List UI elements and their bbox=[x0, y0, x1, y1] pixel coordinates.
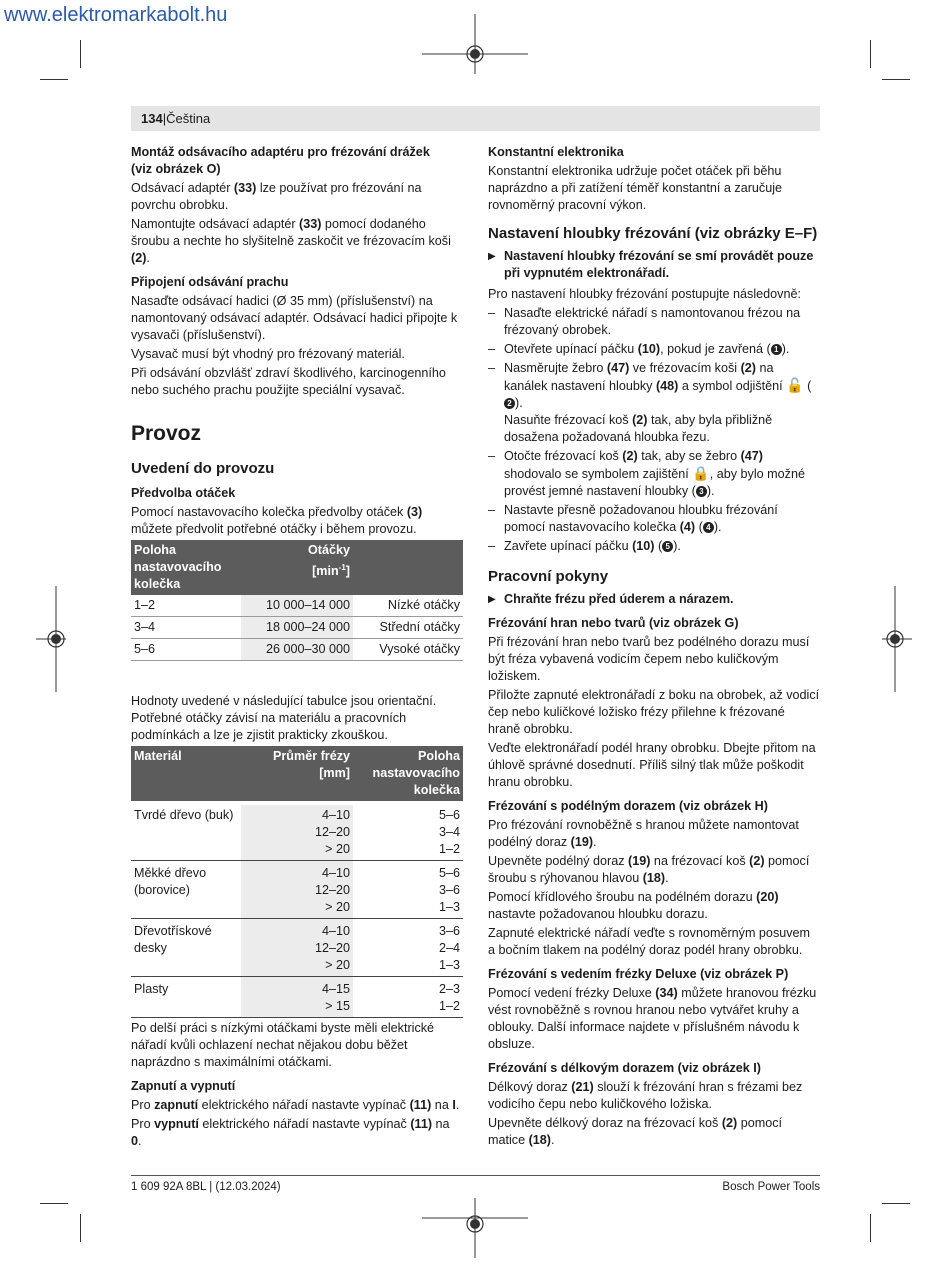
paragraph: Délkový doraz (21) slouží k frézování hran s frézami bez vodicího čepu nebo kuličkového ložiska. bbox=[488, 1080, 803, 1111]
list-item: – Nasaďte elektrické nářadí s namontovanou frézou na frézovaný obrobek. bbox=[488, 306, 801, 337]
list-item: – Otočte frézovací koš (2) tak, aby se žebro (47) shodovalo se symbolem zajištění 🔒, aby bylo možné provést jemné nastavení hloubky ( 3 ). bbox=[488, 449, 805, 498]
table-row bbox=[131, 861, 463, 919]
crop-mark bbox=[870, 40, 871, 68]
section-title-delkovy: Frézování s délkovým dorazem (viz obrázek I) bbox=[488, 1061, 761, 1075]
section-title-deluxe: Frézování s vedením frézky Deluxe (viz obrázek P) bbox=[488, 967, 789, 981]
step-number-icon: 5 bbox=[662, 541, 673, 552]
triangle-bullet-icon: ▶ bbox=[488, 251, 496, 262]
table-cell: Střední otáčky bbox=[353, 617, 463, 639]
paragraph: Při frézování hran nebo tvarů bez podélného dorazu musí být fréza vybavená vodicím čepem nebo kuličkovým ložiskem. bbox=[488, 635, 810, 683]
section-title-uvedeni: Uvedení do provozu bbox=[131, 460, 275, 477]
table-cell: Měkké dřevo (borovice) bbox=[131, 861, 241, 919]
table-cell: Tvrdé dřevo (buk) bbox=[131, 805, 241, 861]
crop-mark bbox=[80, 1214, 81, 1242]
step-number-icon: 4 bbox=[703, 522, 714, 533]
table-cell: 3–4 bbox=[131, 617, 241, 639]
list-item: – Otevřete upínací páčku (10), pokud je zavřená ( 1 ). bbox=[488, 342, 790, 356]
paragraph: Vysavač musí být vhodný pro frézovaný materiál. bbox=[131, 347, 405, 361]
step-number-icon: 1 bbox=[771, 344, 782, 355]
warning-note: ▶ Chraňte frézu před úderem a nárazem. bbox=[488, 592, 734, 606]
paragraph: Pomocí křídlového šroubu na podélném dorazu (20) nastavte požadovanou hloubku dorazu. bbox=[488, 890, 779, 921]
step-number-icon: 3 bbox=[696, 486, 707, 497]
registration-mark-icon bbox=[36, 586, 66, 692]
table-header-cell: Materiál bbox=[131, 746, 241, 801]
triangle-bullet-icon: ▶ bbox=[488, 594, 496, 605]
table-header-cell: Průměr frézy [mm] bbox=[241, 746, 353, 801]
table-cell: 26 000–30 000 bbox=[241, 639, 353, 661]
header-separator: | bbox=[162, 111, 167, 126]
paragraph: Upevněte podélný doraz (19) na frézovací koš (2) pomocí šroubu s rýhovanou hlavou (18). bbox=[488, 854, 810, 885]
warning-note: ▶ Nastavení hloubky frézování se smí provádět pouze při vypnutém elektronářadí. bbox=[488, 249, 814, 280]
crop-mark bbox=[40, 1203, 68, 1204]
paragraph: Po delší práci s nízkými otáčkami byste měli elektrické nářadí kvůli ochlazení nechat nějakou dobu běžet naprázdno s maximálními otáčkami. bbox=[131, 1021, 435, 1069]
section-title-konst: Konstantní elektronika bbox=[488, 145, 624, 159]
right-column bbox=[488, 144, 820, 1151]
table-cell: 1–2 bbox=[131, 595, 241, 617]
table-cell: Nízké otáčky bbox=[353, 595, 463, 617]
paragraph: Zapnuté elektrické nářadí veďte s rovnoměrným posuvem a bočním tlakem na podélný doraz podél hrany obrobku. bbox=[488, 926, 811, 957]
table-row bbox=[131, 919, 463, 977]
table-header-cell bbox=[353, 540, 463, 595]
table-cell: 5–6 bbox=[131, 639, 241, 661]
page-footer bbox=[131, 1175, 820, 1193]
table-cell: Vysoké otáčky bbox=[353, 639, 463, 661]
unlock-icon: 🔓 bbox=[786, 377, 804, 393]
table-cell: 3–6 2–4 1–3 bbox=[353, 919, 463, 977]
section-title-zapnuti: Zapnutí a vypnutí bbox=[131, 1079, 236, 1093]
section-title-adapter: Montáž odsávacího adaptéru pro frézování drážek (viz obrázek O) bbox=[131, 145, 430, 176]
site-url[interactable]: www.elektromarkabolt.hu bbox=[4, 4, 228, 26]
section-title-pokyny: Pracovní pokyny bbox=[488, 568, 609, 585]
page-header bbox=[131, 106, 820, 131]
table-cell: Plasty bbox=[131, 977, 241, 1018]
paragraph: Namontujte odsávací adaptér (33) pomocí dodaného šroubu a nechte ho slyšitelně zaskočit ve frézovacím koši (2). bbox=[131, 217, 451, 265]
lock-icon: 🔒 bbox=[692, 465, 710, 481]
left-column bbox=[131, 144, 463, 1152]
table-row bbox=[131, 977, 463, 1018]
list-item: – Zavřete upínací páčku (10) ( 5 ). bbox=[488, 539, 681, 553]
paragraph: Pomocí vedení frézky Deluxe (34) můžete hranovou frézku vést rovnoběžně s rovnou hranou nebo vytvářet kruhy a oblouky. Další informace najdete v příslušném návodu k obsluze. bbox=[488, 986, 817, 1051]
speed-table bbox=[131, 540, 463, 661]
registration-mark-icon bbox=[422, 1198, 528, 1258]
paragraph: Pro vypnutí elektrického nářadí nastavte vypínač (11) na 0. bbox=[131, 1117, 450, 1148]
chapter-title-provoz: Provoz bbox=[131, 422, 202, 445]
step-number-icon: 2 bbox=[504, 398, 515, 409]
paragraph: Pomocí nastavovacího kolečka předvolby otáček (3) můžete předvolit potřebné otáčky i během provozu. bbox=[131, 505, 423, 536]
section-title-podelny: Frézování s podélným dorazem (viz obrázek H) bbox=[488, 799, 768, 813]
table-header-cell: Poloha nastavovacího kolečka bbox=[131, 540, 241, 595]
paragraph: Pro nastavení hloubky frézování postupujte následovně: bbox=[488, 287, 801, 301]
paragraph: Pro zapnutí elektrického nářadí nastavte vypínač (11) na I. bbox=[131, 1098, 460, 1112]
crop-mark bbox=[882, 1203, 910, 1204]
header-language: Čeština bbox=[166, 111, 211, 126]
table-row bbox=[131, 639, 463, 661]
section-title-hran: Frézování hran nebo tvarů (viz obrázek G) bbox=[488, 616, 739, 630]
table-cell: 10 000–14 000 bbox=[241, 595, 353, 617]
paragraph: Přiložte zapnuté elektronářadí z boku na obrobek, až vodicí čep nebo kuličkové ložisko frézy přilehne k frézované hraně obrobku. bbox=[488, 688, 820, 736]
crop-mark bbox=[80, 40, 81, 68]
section-title-dust: Připojení odsávání prachu bbox=[131, 275, 289, 289]
table-cell: 2–3 1–2 bbox=[353, 977, 463, 1018]
paragraph: Pro frézování rovnoběžně s hranou můžete namontovat podélný doraz (19). bbox=[488, 818, 799, 849]
table-cell: 4–10 12–20 > 20 bbox=[241, 919, 353, 977]
paragraph: Nasaďte odsávací hadici (Ø 35 mm) (příslušenství) na namontovaný odsávací adaptér. Odsávací hadici připojte k vysavači (příslušenství). bbox=[131, 294, 458, 342]
paragraph: Při odsávání obzvlášť zdraví škodlivého, karcinogenního nebo suchého prachu použijte speciální vysavač. bbox=[131, 366, 446, 397]
paragraph: Veďte elektronářadí podél hrany obrobku. Dbejte přitom na úhlově správné dosednutí. Příliš silný tlak může poškodit hranu obrobku. bbox=[488, 741, 816, 789]
paragraph: Odsávací adaptér (33) lze používat pro frézování na povrchu obrobku. bbox=[131, 181, 422, 212]
table-row bbox=[131, 595, 463, 617]
crop-mark bbox=[882, 79, 910, 80]
table-row bbox=[131, 805, 463, 861]
table-cell: 5–6 3–6 1–3 bbox=[353, 861, 463, 919]
table-row bbox=[131, 617, 463, 639]
section-title-hloubka: Nastavení hloubky frézování (viz obrázky E–F) bbox=[488, 225, 818, 242]
table-cell: 4–10 12–20 > 20 bbox=[241, 861, 353, 919]
material-table bbox=[131, 746, 463, 1018]
footer-document-id: 1 609 92A 8BL | (12.03.2024) bbox=[131, 1181, 281, 1193]
paragraph: Konstantní elektronika udržuje počet otáček při běhu naprázdno a při zatížení téměř konstantní a zaručuje rovnoměrný pracovní výkon. bbox=[488, 164, 783, 212]
table-cell: Dřevotřískové desky bbox=[131, 919, 241, 977]
crop-mark bbox=[40, 79, 68, 80]
table-cell: 18 000–24 000 bbox=[241, 617, 353, 639]
table-cell: 4–15 > 15 bbox=[241, 977, 353, 1018]
footer-brand: Bosch Power Tools bbox=[722, 1181, 820, 1193]
crop-mark bbox=[870, 1214, 871, 1242]
list-item: – Nasměrujte žebro (47) ve frézovacím koši (2) na kanálek nastavení hloubky (48) a symbol odjištění 🔓 (2 ). Nasuňte frézovací koš (2) tak, aby byla přibližně dosažena požadovaná hloubka řezu. bbox=[488, 361, 812, 444]
table-cell: 4–10 12–20 > 20 bbox=[241, 805, 353, 861]
list-item: – Nastavte přesně požadovanou hloubku frézování pomocí nastavovacího kolečka (4) ( 4 ). bbox=[488, 503, 778, 534]
table-header-cell: Otáčky $[\min^{-1}]$ bbox=[241, 540, 353, 595]
paragraph: Upevněte délkový doraz na frézovací koš (2) pomocí matice (18). bbox=[488, 1116, 783, 1147]
paragraph: Hodnoty uvedené v následující tabulce jsou orientační. Potřebné otáčky závisí na materiálu a pracovních podmínkách a lze je zjistit prakticky zkouškou. bbox=[131, 694, 437, 742]
registration-mark-icon bbox=[882, 586, 912, 692]
table-header-row bbox=[131, 746, 463, 801]
table-header-row bbox=[131, 540, 463, 595]
table-cell: 5–6 3–4 1–2 bbox=[353, 805, 463, 861]
section-title-predvolba: Předvolba otáček bbox=[131, 486, 236, 500]
registration-mark-icon bbox=[422, 14, 528, 74]
table-header-cell: Poloha nastavovacího kolečka bbox=[353, 746, 463, 801]
page-number: 134 bbox=[141, 111, 163, 126]
